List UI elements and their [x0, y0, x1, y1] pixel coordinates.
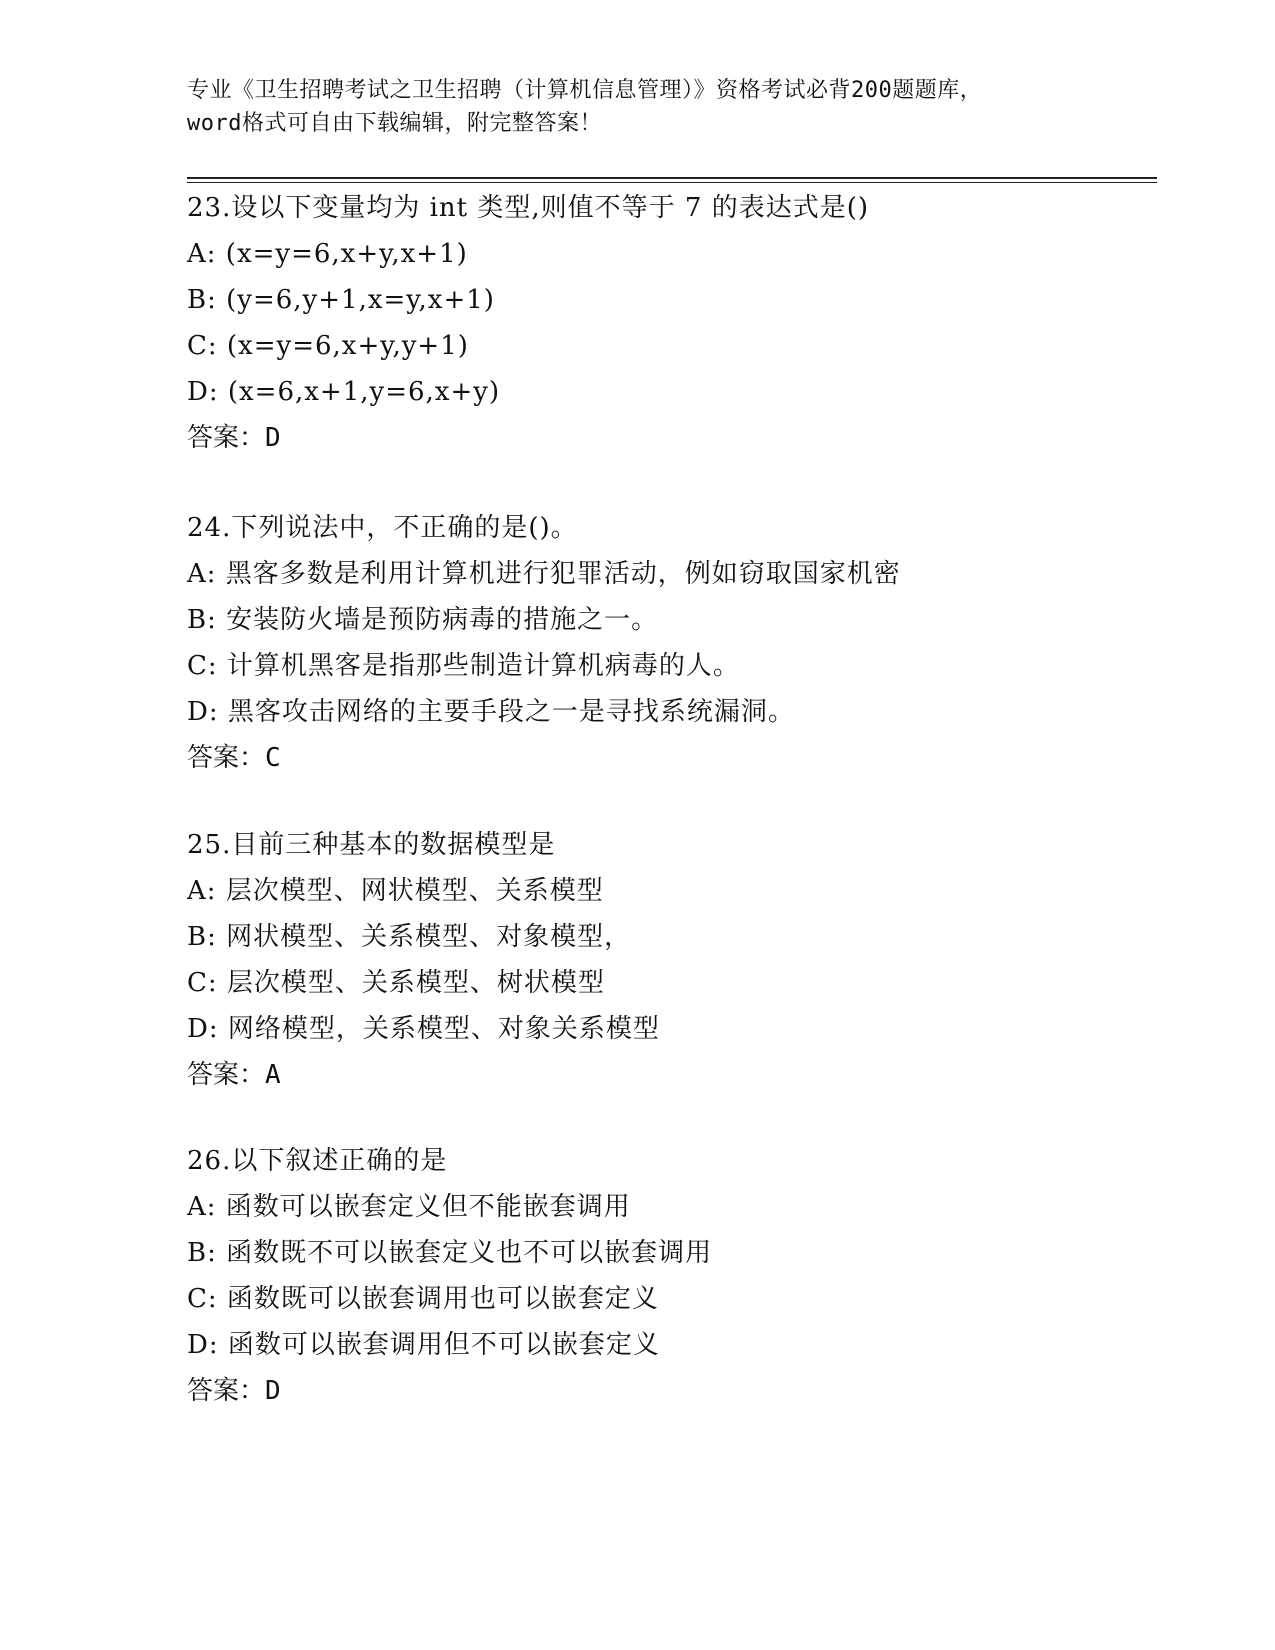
- answer-line: 答案：D: [187, 1376, 281, 1406]
- document-header: [187, 74, 1087, 140]
- option-a: A: (x=y=6,x+y,x+1): [187, 239, 468, 269]
- option-b: B: (y=6,y+1,x=y,x+1): [187, 285, 495, 315]
- question-26: [187, 1138, 1187, 1414]
- option-c: C: (x=y=6,x+y,y+1): [187, 331, 469, 361]
- option-d: D: 网络模型，关系模型、对象关系模型: [187, 1014, 660, 1044]
- option-d: D: (x=6,x+1,y=6,x+y): [187, 377, 501, 407]
- option-c: C: 计算机黑客是指那些制造计算机病毒的人。: [187, 651, 740, 681]
- header-divider-thick: [187, 177, 1157, 179]
- option-b: B: 函数既不可以嵌套定义也不可以嵌套调用: [187, 1238, 713, 1268]
- option-a: A: 黑客多数是利用计算机进行犯罪活动，例如窃取国家机密: [187, 559, 901, 589]
- option-a: A: 函数可以嵌套定义但不能嵌套调用: [187, 1192, 631, 1222]
- header-divider-thin: [187, 182, 1157, 183]
- answer-line: 答案：A: [187, 1060, 281, 1090]
- answer-line: 答案：C: [187, 743, 281, 773]
- option-c: C: 层次模型、关系模型、树状模型: [187, 968, 605, 998]
- option-d: D: 函数可以嵌套调用但不可以嵌套定义: [187, 1330, 660, 1360]
- question-stem: 24.下列说法中，不正确的是()。: [187, 513, 578, 543]
- option-b: B: 网状模型、关系模型、对象模型，: [187, 922, 632, 952]
- option-a: A: 层次模型、网状模型、关系模型: [187, 876, 604, 906]
- answer-line: 答案：D: [187, 423, 281, 453]
- question-23: [187, 185, 1187, 461]
- header-line-1: 专业《卫生招聘考试之卫生招聘（计算机信息管理）》资格考试必背200题题库，: [187, 78, 983, 103]
- header-line-2: word格式可自由下载编辑，附完整答案！: [187, 111, 602, 136]
- question-stem: 25.目前三种基本的数据模型是: [187, 830, 556, 860]
- option-d: D: 黑客攻击网络的主要手段之一是寻找系统漏洞。: [187, 697, 795, 727]
- question-stem: 23.设以下变量均为 int 类型,则值不等于 7 的表达式是(): [187, 193, 870, 223]
- question-24: [187, 505, 1187, 781]
- question-25: [187, 822, 1187, 1098]
- option-c: C: 函数既可以嵌套调用也可以嵌套定义: [187, 1284, 659, 1314]
- question-stem: 26.以下叙述正确的是: [187, 1146, 448, 1176]
- option-b: B: 安装防火墙是预防病毒的措施之一。: [187, 605, 659, 635]
